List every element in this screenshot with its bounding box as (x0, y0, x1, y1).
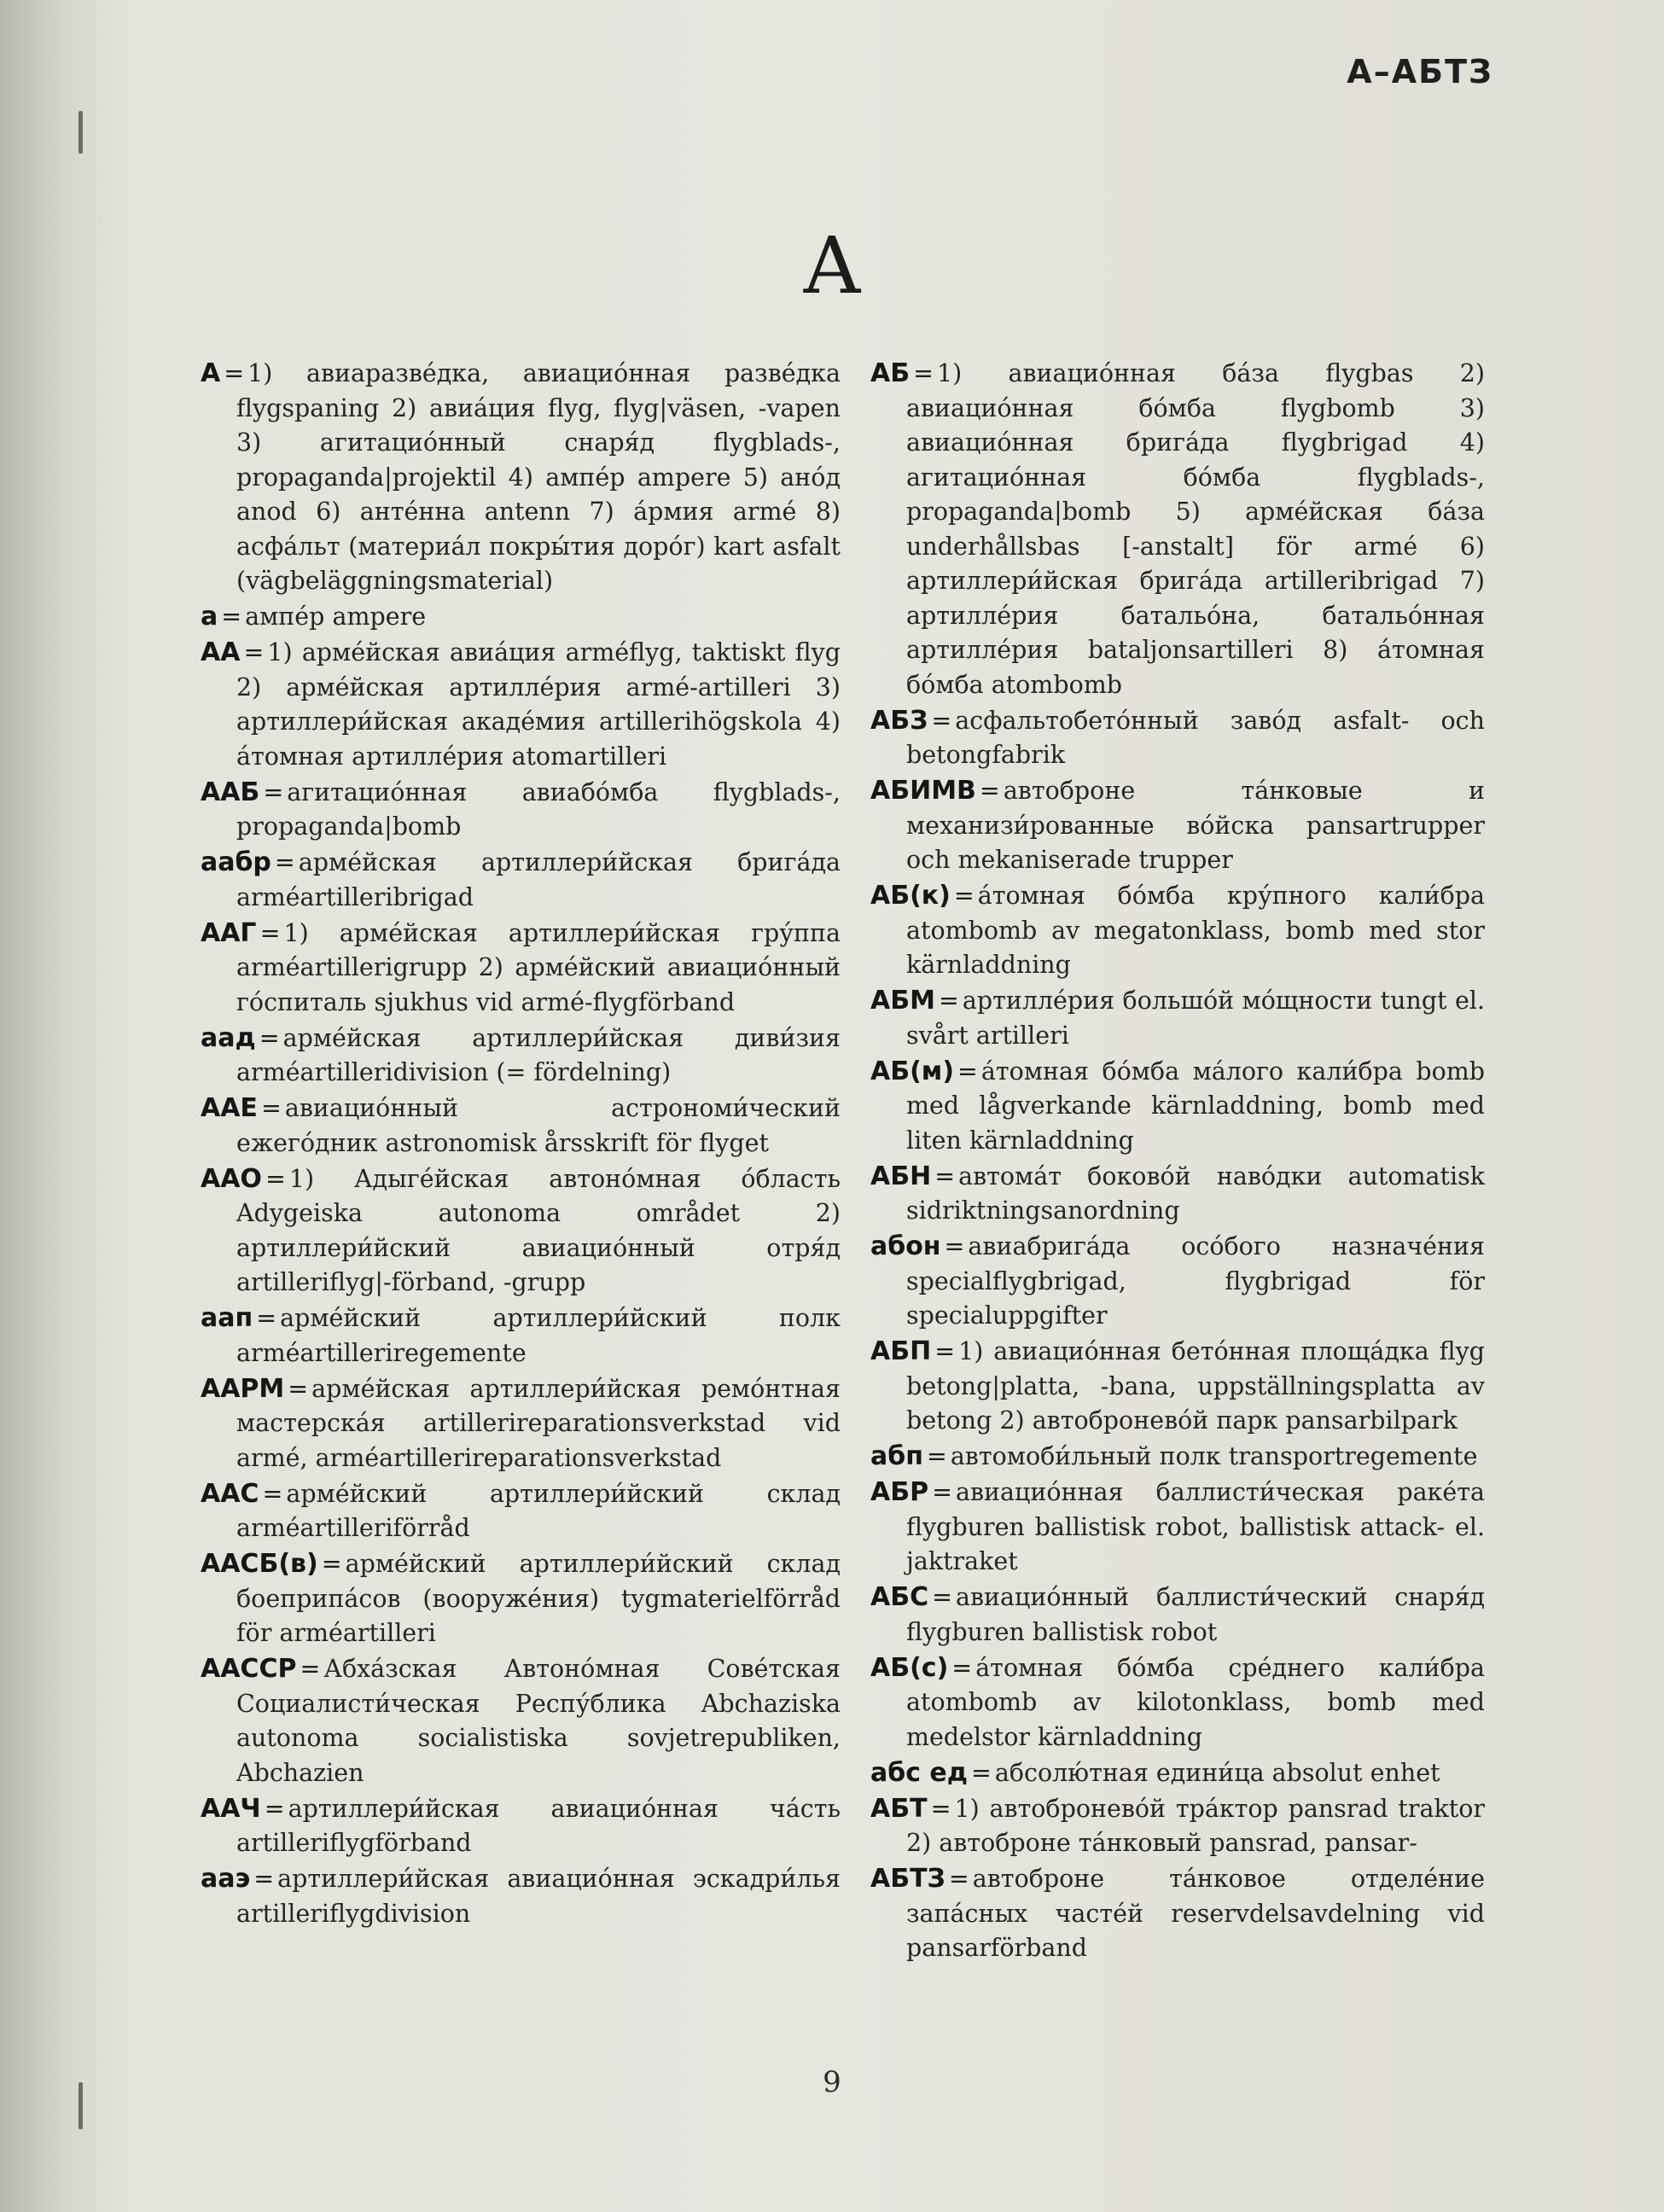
running-head: А–АБТЗ (1347, 53, 1493, 90)
dictionary-entry (870, 1335, 1485, 1439)
entry-definition: арме́йский артиллери́йский полк arméartilleriregemente (236, 1304, 841, 1367)
dictionary-entry (870, 357, 1485, 702)
entry-definition: а́томная бо́мба сре́днего кали́бра atombomb av kilotonklass, bomb med medelstor kärnladdning (906, 1653, 1485, 1751)
dictionary-entry (870, 1055, 1485, 1159)
entry-headword: АБЗ (870, 705, 928, 736)
page-number: 9 (823, 2065, 841, 2099)
entry-headword: АБС (870, 1582, 929, 1612)
dictionary-entry (201, 1022, 841, 1091)
equals-sign: = (300, 1655, 321, 1683)
entry-headword: АА (201, 637, 241, 667)
entry-headword: АБР (870, 1477, 929, 1507)
equals-sign: = (224, 359, 245, 387)
entry-headword: АБ (870, 358, 911, 388)
dictionary-entry (201, 1547, 841, 1651)
dictionary-entry (870, 1230, 1485, 1334)
entry-definition: 1) арме́йская авиа́ция arméflyg, taktiskt flyg 2) арме́йская артилле́рия armé-artilleri 3) артиллери́йская акаде́мия artillerihögskola 4) а́томная артилле́рия atomartilleri (236, 638, 841, 771)
entry-headword: ААС (201, 1478, 259, 1509)
entry-headword: АБ(м) (870, 1056, 955, 1086)
entry-definition: авиацио́нный баллисти́ческий снаря́д flygburen ballistisk robot (906, 1583, 1485, 1646)
equals-sign: = (971, 1758, 992, 1787)
dictionary-entry (201, 600, 841, 635)
equals-sign: = (274, 848, 295, 876)
equals-sign: = (938, 987, 959, 1015)
entry-definition: 1) авиацио́нная ба́за flygbas 2) авиацио́нная бо́мба flygbomb 3) авиацио́нная брига́да flygbrigad 4) агитацио́нная бо́мба flygblads-, propaganda|bomb 5) арме́йская ба́за underhållsbas [-anstalt] för armé 6) артиллери́йская брига́да artilleribrigad 7) артилле́рия батальо́на, батальо́нная артилле́рия bataljonsartilleri 8) а́томная бо́мба atombomb (906, 359, 1485, 699)
entry-headword: абс ед (870, 1757, 968, 1788)
entry-headword: абон (870, 1231, 941, 1261)
entry-headword: ААСБ(в) (201, 1549, 318, 1579)
entry-headword: А (201, 358, 221, 388)
entry-definition: артиллери́йская авиацио́нная ча́сть artilleriflygförband (236, 1794, 841, 1857)
entry-definition: абсолю́тная едини́ца absolut enhet (994, 1758, 1440, 1787)
dictionary-entry (201, 1792, 841, 1861)
entry-definition: 1) арме́йская артиллери́йская гру́ппа arméartillerigrupp 2) арме́йский авиацио́нный го́спиталь sjukhus vid armé-flygförband (236, 918, 841, 1016)
entry-definition: асфальтобето́нный заво́д asfalt- och betongfabrik (906, 706, 1485, 769)
dictionary-entry (201, 1862, 841, 1931)
entry-headword: ААГ (201, 917, 257, 948)
entry-definition: 1) автобронево́й тра́ктор pansrad traktor 2) автоброне та́нковый pansrad, pansar- (906, 1794, 1485, 1857)
equals-sign: = (263, 777, 284, 806)
entry-headword: абп (870, 1441, 923, 1471)
equals-sign: = (948, 1865, 969, 1893)
dictionary-entry (201, 1162, 841, 1301)
equals-sign: = (253, 1865, 275, 1893)
dictionary-entry (870, 1792, 1485, 1861)
equals-sign: = (243, 638, 265, 667)
equals-sign: = (321, 1550, 342, 1578)
entry-headword: АБМ (870, 986, 935, 1016)
dictionary-entry (201, 917, 841, 1021)
dictionary-entry (201, 776, 841, 845)
entry-headword: ААРМ (201, 1373, 285, 1404)
equals-sign: = (260, 1094, 282, 1122)
entry-headword: АБТЗ (870, 1864, 945, 1894)
equals-sign: = (926, 1442, 947, 1470)
equals-sign: = (264, 1794, 285, 1823)
entry-definition: 1) авиацио́нная бето́нная площа́дка flyg betong|platta, -bana, uppställningsplatta av betong 2) автобронево́й парк pansarbilpark (906, 1337, 1485, 1435)
dictionary-entry (870, 1580, 1485, 1650)
equals-sign: = (259, 1023, 280, 1052)
equals-sign: = (288, 1374, 309, 1403)
dictionary-entry (201, 1652, 841, 1790)
left-column (201, 357, 841, 1933)
dictionary-entry (870, 1440, 1485, 1475)
binding-shadow (0, 0, 111, 2212)
entry-definition: арме́йская артиллери́йская диви́зия arméartilleridivision (= fördelning) (236, 1023, 841, 1086)
equals-sign: = (930, 1794, 951, 1823)
entry-headword: ААЕ (201, 1093, 258, 1123)
equals-sign: = (953, 882, 975, 910)
entry-headword: аабр (201, 847, 271, 877)
entry-definition: авиацио́нная баллисти́ческая раке́та flygburen ballistisk robot, ballistisk attack- el. jaktraket (906, 1478, 1485, 1575)
equals-sign: = (979, 777, 1000, 805)
equals-sign: = (932, 1583, 952, 1611)
equals-sign: = (934, 1161, 956, 1190)
dictionary-entry (870, 879, 1485, 983)
dictionary-entry (201, 636, 841, 774)
entry-definition: Абха́зская Автоно́мная Сове́тская Социалисти́ческая Респу́блика Abchaziska autonoma socialistiska sovjetrepubliken, Abchazien (236, 1655, 841, 1787)
right-column (870, 357, 1485, 1967)
entry-definition: агитацио́нная авиабо́мба flygblads-, propaganda|bomb (236, 777, 841, 841)
equals-sign: = (221, 602, 242, 631)
entry-headword: АБ(с) (870, 1652, 949, 1683)
entry-definition: артиллери́йская авиацио́нная эскадри́лья artilleriflygdivision (236, 1865, 841, 1928)
entry-definition: а́томная бо́мба ма́лого кали́бра bomb med lågverkande kärnladdning, bomb med liten kärnladdning (906, 1057, 1485, 1155)
entry-definition: а́томная бо́мба кру́пного кали́бра atombomb av megatonklass, bomb med stor kärnladdning (906, 882, 1485, 979)
equals-sign: = (256, 1304, 277, 1332)
entry-definition: арме́йская артиллери́йская брига́да arméartilleribrigad (236, 848, 841, 911)
equals-sign: = (259, 918, 281, 947)
entry-headword: аап (201, 1303, 253, 1333)
dictionary-entry (870, 1756, 1485, 1791)
section-letter: А (802, 220, 862, 311)
entry-definition: ампе́р ampere (245, 602, 427, 631)
entry-definition: автоброне та́нковое отделе́ние запа́сных часте́й reservdelsavdelning vid pansarförband (906, 1865, 1485, 1962)
entry-headword: АБТ (870, 1793, 928, 1824)
equals-sign: = (951, 1653, 973, 1682)
equals-sign: = (913, 359, 934, 387)
dictionary-entry (870, 1651, 1485, 1755)
equals-sign: = (262, 1479, 283, 1508)
entry-definition: 1) Адыге́йская автоно́мная о́бласть Adygeiska autonoma området 2) артиллери́йский авиацио́нный отря́д artilleriflyg|-förband, -grupp (236, 1164, 841, 1296)
entry-definition: авиацио́нный астрономи́ческий ежего́дник astronomisk årsskrift för flyget (236, 1094, 841, 1157)
entry-headword: АБН (870, 1161, 932, 1191)
dictionary-entry (201, 846, 841, 915)
entry-headword: ААССР (201, 1654, 297, 1684)
entry-definition: автомоби́льный полк transportregemente (950, 1442, 1478, 1470)
equals-sign: = (934, 1337, 956, 1365)
equals-sign: = (265, 1164, 286, 1193)
entry-headword: ААЧ (201, 1793, 261, 1824)
entry-definition: артилле́рия большо́й мо́щности tungt el. svårt artilleri (906, 987, 1485, 1050)
entry-headword: ААО (201, 1163, 262, 1194)
dictionary-entry (870, 984, 1485, 1053)
entry-definition: арме́йская артиллери́йская ремо́нтная мастерска́я artillerireparationsverkstad vid armé, arméartillerireparationsverkstad (236, 1374, 841, 1472)
equals-sign: = (944, 1232, 965, 1260)
dictionary-entry (201, 1372, 841, 1476)
dictionary-entry (870, 1476, 1485, 1580)
entry-headword: а (201, 602, 218, 632)
dictionary-entry (201, 1477, 841, 1546)
dictionary-entry (870, 704, 1485, 773)
entry-headword: аад (201, 1022, 256, 1053)
equals-sign: = (932, 1478, 952, 1506)
equals-sign: = (931, 706, 952, 735)
entry-definition: 1) авиаразве́дка, авиацио́нная разве́дка flygspaning 2) авиа́ция flyg, flyg|väsen, -vapen 3) агитацио́нный снаря́д flygblads-, propaganda|projektil 4) ампе́р ampere 5) ано́д anod 6) анте́нна antenn 7) а́рмия armé 8) асфа́льт (материа́л покры́тия доро́г) kart asfalt (vägbeläggningsmaterial) (236, 359, 841, 595)
dictionary-entry (201, 357, 841, 599)
entry-headword: ААБ (201, 777, 260, 807)
entry-definition: автома́т боково́й наво́дки automatisk sidriktningsanordning (906, 1161, 1485, 1225)
binding-mark (79, 111, 83, 154)
entry-headword: АБИМВ (870, 776, 976, 806)
entry-headword: АБ(к) (870, 881, 951, 911)
entry-headword: АБП (870, 1336, 932, 1366)
entry-definition: арме́йский артиллери́йский склад arméartilleriförråd (236, 1479, 841, 1542)
dictionary-entry (870, 774, 1485, 878)
dictionary-entry (870, 1862, 1485, 1966)
entry-headword: ааэ (201, 1864, 251, 1894)
entry-definition: автоброне та́нковые и механизи́рованные во́йска pansartrupper och mekaniserade trupper (906, 777, 1485, 874)
dictionary-entry (870, 1160, 1485, 1229)
dictionary-entry (201, 1091, 841, 1161)
entry-definition: арме́йский артиллери́йский склад боеприпа́сов (вооруже́ния) tygmaterielförråd för arméartilleri (236, 1550, 841, 1647)
dictionary-entry (201, 1301, 841, 1371)
entry-definition: авиабрига́да осо́бого назначе́ния specialflygbrigad, flygbrigad för specialuppgifter (906, 1232, 1485, 1330)
equals-sign: = (957, 1057, 978, 1086)
